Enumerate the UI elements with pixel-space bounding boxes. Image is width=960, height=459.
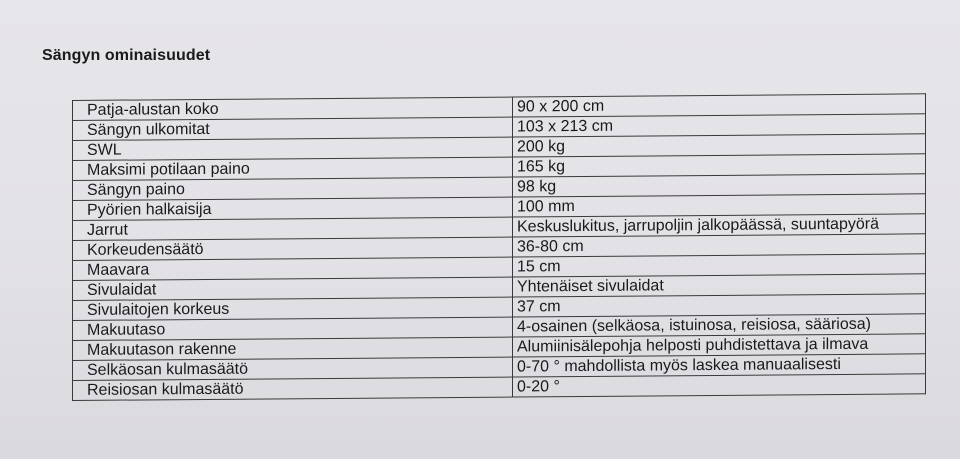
spec-label: Maavara [73,257,513,280]
spec-label: Maksimi potilaan paino [73,157,513,180]
spec-label: Sivulaitojen korkeus [73,297,513,320]
spec-label: Jarrut [73,217,513,240]
spec-value: 0-70 ° mahdollista myös laskea manuaalisesti [513,354,926,377]
spec-value: Yhtenäiset sivulaidat [513,274,926,297]
spec-value: 37 cm [513,294,926,317]
spec-label: Reisiosan kulmasäätö [73,377,513,400]
spec-label: Selkäosan kulmasäätö [73,357,513,380]
bed-specifications-table [72,93,926,401]
spec-value: 200 kg [513,134,926,157]
spec-label: SWL [73,137,513,160]
spec-label: Sängyn paino [73,177,513,200]
spec-label: Sivulaidat [73,277,513,300]
spec-label: Pyörien halkaisija [73,197,513,220]
spec-label: Makuutason rakenne [73,337,513,360]
spec-value: Keskuslukitus, jarrupoljin jalkopäässä, suuntapyörä [513,214,926,237]
spec-value: Alumiinisälepohja helposti puhdistettava ja ilmava [513,334,926,357]
spec-value: 90 x 200 cm [513,94,926,117]
spec-value: 98 kg [513,174,926,197]
spec-value: 165 kg [513,154,926,177]
spec-value: 100 mm [513,194,926,217]
section-heading: Sängyn ominaisuudet [42,47,211,64]
spec-value: 15 cm [513,254,926,277]
spec-label: Patja-alustan koko [73,97,513,120]
spec-value: 103 x 213 cm [513,114,926,137]
spec-label: Sängyn ulkomitat [73,117,513,140]
spec-value: 36-80 cm [513,234,926,257]
spec-value: 0-20 ° [513,374,926,397]
spec-label: Korkeudensäätö [73,237,513,260]
spec-value: 4-osainen (selkäosa, istuinosa, reisiosa, sääriosa) [513,314,926,337]
spec-label: Makuutaso [73,317,513,340]
